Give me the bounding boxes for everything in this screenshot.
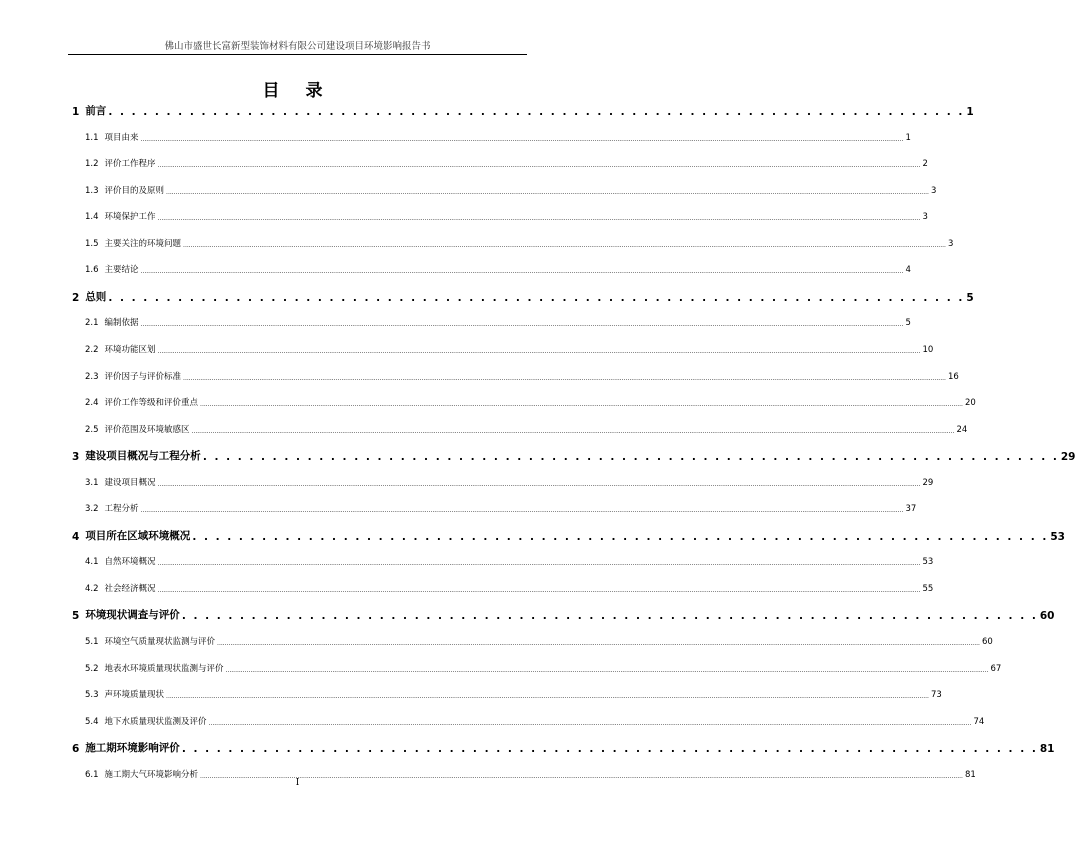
toc-entry-title: 环境功能区划 <box>104 344 156 355</box>
toc-entry-title: 评价工作等级和评价重点 <box>104 398 199 409</box>
header-rule <box>68 54 527 55</box>
toc-entry-number: 1.2 <box>85 159 99 170</box>
toc-entry-page: 29 <box>1060 451 1075 464</box>
toc-entry-title: 总则 <box>85 290 107 303</box>
toc-entry-number: 3.1 <box>85 477 99 488</box>
toc-dot-leader: ................................................................................................................................................................................................................................................................................................................................................................................................................ <box>140 507 904 515</box>
toc-entry-number: 1.1 <box>85 132 99 143</box>
toc-entry-page: 5 <box>905 318 911 329</box>
toc-entry-number: 5.3 <box>85 690 99 701</box>
toc-entry-number: 2 <box>72 291 80 304</box>
toc-entry-page: 24 <box>956 424 968 435</box>
toc-section-entry[interactable] <box>72 316 911 329</box>
toc-entry-number: 2.3 <box>85 371 99 382</box>
toc-dot-leader: ................................................................................................................................................................................................................................................................................................................................................................................................................ <box>200 401 963 409</box>
toc-entry-number: 2.4 <box>85 398 99 409</box>
toc-section-entry[interactable] <box>72 688 942 701</box>
toc-entry-number: 3 <box>72 451 80 464</box>
toc-entry-number: 2.5 <box>85 424 99 435</box>
page-title: 目 录 <box>262 81 333 101</box>
toc-section-entry[interactable] <box>72 396 976 409</box>
toc-dot-leader: ................................................................................................................................................................................................................................................................................................................................................................................................................ <box>157 560 921 568</box>
toc-entry-page: 16 <box>947 371 959 382</box>
toc-entry-page: 81 <box>1039 743 1055 756</box>
toc-dot-leader: ................................................................................................................................................................................................................................................................................................................................................................................................................ <box>225 666 989 674</box>
toc-entry-number: 2.2 <box>85 344 99 355</box>
toc-entry-title: 自然环境概况 <box>104 557 156 568</box>
toc-entry-page: 29 <box>922 477 934 488</box>
toc-entry-title: 前言 <box>85 105 107 117</box>
toc-chapter-entry[interactable] <box>72 741 1055 756</box>
toc-entry-number: 4.1 <box>85 557 99 568</box>
toc-entry-title: 环境现状调查与评价 <box>85 609 180 622</box>
toc-entry-page: 5 <box>966 291 974 304</box>
toc-dot-leader: ................................................................................................................................................................................................................................................................................................................................................................................................................ <box>157 215 921 223</box>
toc-entry-title: 声环境质量现状 <box>104 690 165 701</box>
toc-dot-leader: ................................................................................................................................................................................................................................................................................................................................................................................................................ <box>157 347 921 355</box>
toc-entry-title: 主要结论 <box>104 265 139 276</box>
toc-entry-page: 81 <box>964 769 976 780</box>
toc-entry-page: 74 <box>973 716 985 727</box>
toc-entry-page: 3 <box>930 185 937 196</box>
toc-dot-leader: ................................................................................................................................................................................................................................................................................................................................................................................................................ <box>140 321 904 329</box>
toc-entry-number: 6.1 <box>85 769 99 780</box>
toc-entry-number: 3.2 <box>85 504 99 515</box>
toc-chapter-entry[interactable] <box>72 608 1055 623</box>
toc-entry-title: 评价范围及环境敏感区 <box>104 424 190 435</box>
toc-section-entry[interactable] <box>72 715 985 727</box>
toc-section-entry[interactable] <box>72 184 937 196</box>
toc-entry-title: 编制依据 <box>104 318 139 329</box>
toc-dot-leader: ................................................................................................................................................................................................................................................................................................................................................................................................................ <box>191 427 955 435</box>
toc-entry-title: 评价因子与评价标准 <box>104 371 182 382</box>
toc-section-entry[interactable] <box>72 343 934 355</box>
toc-entry-title: 施工期大气环境影响分析 <box>104 769 199 780</box>
toc-dot-leader: . . . . . . . . . . . . . . . . . . . . . . . . . . . . . . . . . . . . . . . . . . . . . . . . . . . . . . . . . . . . . . . . . . . . . . . . . . <box>202 451 1059 464</box>
toc-dot-leader: . . . . . . . . . . . . . . . . . . . . . . . . . . . . . . . . . . . . . . . . . . . . . . . . . . . . . . . . . . . . . . . . . . . . . . . . . . <box>181 743 1038 756</box>
toc-entry-title: 地下水质量现状监测及评价 <box>104 716 207 727</box>
toc-entry-page: 60 <box>1039 610 1055 623</box>
toc-entry-page: 2 <box>922 159 928 170</box>
toc-entry-number: 4.2 <box>85 583 99 594</box>
toc-entry-title: 环境保护工作 <box>104 212 156 223</box>
toc-dot-leader: ................................................................................................................................................................................................................................................................................................................................................................................................................ <box>183 241 946 249</box>
toc-entry-title: 评价目的及原则 <box>104 185 165 196</box>
toc-entry-page: 4 <box>905 265 911 276</box>
toc-section-entry[interactable] <box>72 263 911 276</box>
toc-entry-number: 1.6 <box>85 265 99 276</box>
toc-entry-page: 73 <box>930 690 942 701</box>
toc-section-entry[interactable] <box>72 237 954 249</box>
toc-dot-leader: ................................................................................................................................................................................................................................................................................................................................................................................................................ <box>208 719 972 727</box>
toc-entry-title: 评价工作程序 <box>104 159 156 170</box>
toc-section-entry[interactable] <box>72 582 934 594</box>
toc-entry-title: 建设项目概况与工程分析 <box>85 450 201 463</box>
toc-chapter-entry[interactable] <box>72 104 974 118</box>
toc-dot-leader: ................................................................................................................................................................................................................................................................................................................................................................................................................ <box>157 162 921 170</box>
toc-entry-title: 主要关注的环境问题 <box>104 238 182 249</box>
toc-entry-number: 1.5 <box>85 238 99 249</box>
toc-entry-number: 1.3 <box>85 185 99 196</box>
toc-dot-leader: ................................................................................................................................................................................................................................................................................................................................................................................................................ <box>140 268 904 276</box>
toc-entry-page: 1 <box>966 106 974 118</box>
toc-dot-leader: . . . . . . . . . . . . . . . . . . . . . . . . . . . . . . . . . . . . . . . . . . . . . . . . . . . . . . . . . . . . . . . . . . . . . . . . . . <box>181 610 1038 623</box>
toc-section-entry[interactable] <box>72 635 993 647</box>
toc-chapter-entry[interactable] <box>72 529 1065 543</box>
toc-entry-page: 37 <box>905 504 917 515</box>
toc-dot-leader: . . . . . . . . . . . . . . . . . . . . . . . . . . . . . . . . . . . . . . . . . . . . . . . . . . . . . . . . . . . . . . . . . . . . . . . . . . <box>108 106 965 118</box>
running-header: 佛山市盛世长富新型装饰材料有限公司建设项目环境影响报告书 <box>164 41 431 52</box>
toc-entry-number: 5.4 <box>85 716 99 727</box>
toc-section-entry[interactable] <box>72 476 934 488</box>
toc-entry-number: 5 <box>72 610 80 623</box>
toc-dot-leader: ................................................................................................................................................................................................................................................................................................................................................................................................................ <box>166 693 929 701</box>
toc-entry-page: 3 <box>947 238 954 249</box>
toc-entry-number: 1.4 <box>85 212 99 223</box>
toc-entry-number: 2.1 <box>85 318 99 329</box>
toc-section-entry[interactable] <box>72 157 928 170</box>
toc-entry-title: 地表水环境质量现状监测与评价 <box>104 663 224 674</box>
toc-entry-title: 建设项目概况 <box>104 477 156 488</box>
toc-section-entry[interactable] <box>72 502 917 515</box>
toc-dot-leader: . . . . . . . . . . . . . . . . . . . . . . . . . . . . . . . . . . . . . . . . . . . . . . . . . . . . . . . . . . . . . . . . . . . . . . . . . . <box>108 291 965 304</box>
toc-entry-number: 5.1 <box>85 637 99 647</box>
toc-dot-leader: ................................................................................................................................................................................................................................................................................................................................................................................................................ <box>140 135 904 143</box>
toc-dot-leader: ................................................................................................................................................................................................................................................................................................................................................................................................................ <box>200 772 963 780</box>
toc-chapter-entry[interactable] <box>72 290 974 304</box>
toc-dot-leader: ................................................................................................................................................................................................................................................................................................................................................................................................................ <box>166 188 929 196</box>
toc-section-entry[interactable] <box>72 662 1002 674</box>
toc-entry-number: 1 <box>72 106 80 118</box>
toc-dot-leader: ................................................................................................................................................................................................................................................................................................................................................................................................................ <box>183 374 946 382</box>
toc-entry-title: 工程分析 <box>104 504 139 515</box>
toc-entry-title: 环境空气质量现状监测与评价 <box>104 637 216 647</box>
toc-entry-title: 社会经济概况 <box>104 583 156 594</box>
toc-section-entry[interactable] <box>72 210 928 223</box>
toc-entry-page: 20 <box>964 398 976 409</box>
toc-dot-leader: . . . . . . . . . . . . . . . . . . . . . . . . . . . . . . . . . . . . . . . . . . . . . . . . . . . . . . . . . . . . . . . . . . . . . . . . . . <box>192 530 1049 543</box>
toc-entry-page: 53 <box>1050 530 1065 543</box>
toc-entry-page: 55 <box>922 583 934 594</box>
toc-entry-page: 3 <box>922 212 928 223</box>
toc-section-entry[interactable] <box>72 131 911 143</box>
toc-entry-number: 4 <box>72 530 80 543</box>
toc-entry-page: 67 <box>990 663 1002 674</box>
toc-section-entry[interactable] <box>72 555 934 568</box>
toc-section-entry[interactable] <box>72 370 959 382</box>
toc-entry-number: 6 <box>72 743 80 756</box>
toc-entry-page: 10 <box>922 344 934 355</box>
toc-chapter-entry[interactable] <box>72 449 1075 464</box>
toc-dot-leader: ................................................................................................................................................................................................................................................................................................................................................................................................................ <box>217 640 980 647</box>
toc-section-entry[interactable] <box>72 423 968 435</box>
toc-entry-title: 项目所在区域环境概况 <box>85 529 191 542</box>
toc-entry-page: 1 <box>905 132 911 143</box>
page-number: I <box>295 778 300 788</box>
toc-dot-leader: ................................................................................................................................................................................................................................................................................................................................................................................................................ <box>157 586 921 594</box>
toc-entry-number: 5.2 <box>85 663 99 674</box>
toc-entry-page: 53 <box>922 557 934 568</box>
toc-entry-title: 项目由来 <box>104 132 139 143</box>
toc-entry-title: 施工期环境影响评价 <box>85 742 180 755</box>
toc-dot-leader: ................................................................................................................................................................................................................................................................................................................................................................................................................ <box>157 480 921 488</box>
toc-entry-page: 60 <box>981 637 993 647</box>
